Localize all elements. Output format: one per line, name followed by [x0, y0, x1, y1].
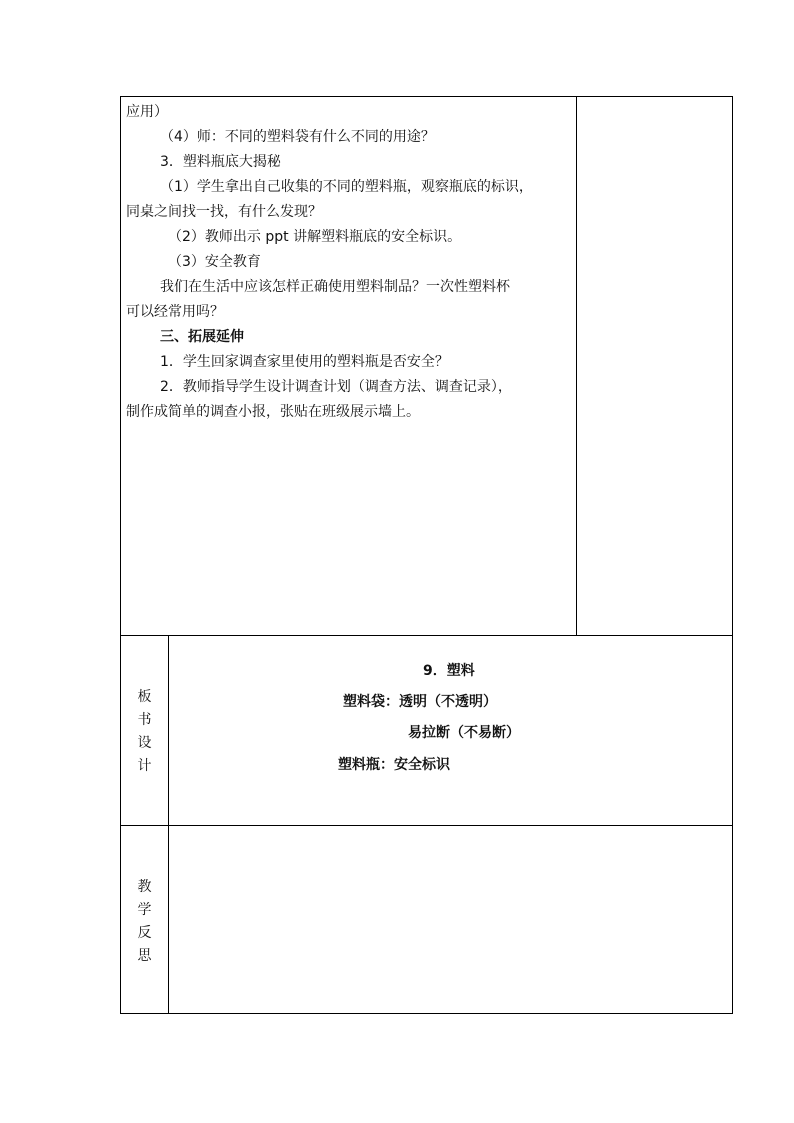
- lesson-line: 1．学生回家调查家里使用的塑料瓶是否安全？: [160, 354, 449, 370]
- reflection-label: [121, 876, 168, 968]
- board-line-plastic-bag: 塑料袋：透明（不透明）: [343, 694, 497, 710]
- label-char: 教: [137, 879, 152, 895]
- table-border-top: [120, 96, 733, 97]
- lesson-line: （3）安全教育: [168, 254, 261, 270]
- lesson-line: 我们在生活中应该怎样正确使用塑料制品？一次性塑料杯: [160, 279, 510, 295]
- lesson-content: [126, 100, 572, 425]
- label-char: 反: [137, 925, 152, 941]
- label-char: 书: [137, 712, 152, 728]
- board-title: 9．塑料: [423, 663, 475, 679]
- board-line-plastic-bottle: 塑料瓶：安全标识: [338, 757, 450, 773]
- lesson-line: 可以经常用吗？: [126, 304, 224, 320]
- lesson-line: 同桌之间找一找，有什么发现？: [126, 204, 322, 220]
- board-line-tear: 易拉断（不易断）: [408, 725, 520, 741]
- label-char: 计: [137, 758, 152, 774]
- label-char: 思: [137, 948, 152, 964]
- lesson-line: 3．塑料瓶底大揭秘: [160, 154, 281, 170]
- row-divider-1: [120, 635, 733, 636]
- lesson-line: （2）教师出示 ppt 讲解塑料瓶底的安全标识。: [168, 229, 462, 245]
- lesson-line: 2．教师指导学生设计调查计划（调查方法、调查记录），: [160, 379, 512, 395]
- lesson-line: （4）师：不同的塑料袋有什么不同的用途？: [160, 129, 435, 145]
- lesson-line: 制作成简单的调查小报，张贴在班级展示墙上。: [126, 404, 420, 420]
- section-heading: 三、拓展延伸: [160, 329, 244, 345]
- label-char: 板: [137, 689, 152, 705]
- lesson-line: （1）学生拿出自己收集的不同的塑料瓶，观察瓶底的标识，: [160, 179, 533, 195]
- row-divider-2: [120, 825, 733, 826]
- table-border-bottom: [120, 1013, 733, 1014]
- board-design-label: [121, 686, 168, 778]
- label-char: 学: [137, 902, 152, 918]
- lesson-line: 应用）: [126, 104, 168, 120]
- content-column-divider: [576, 96, 577, 636]
- table-border-right: [732, 96, 733, 1014]
- label-char: 设: [137, 735, 152, 751]
